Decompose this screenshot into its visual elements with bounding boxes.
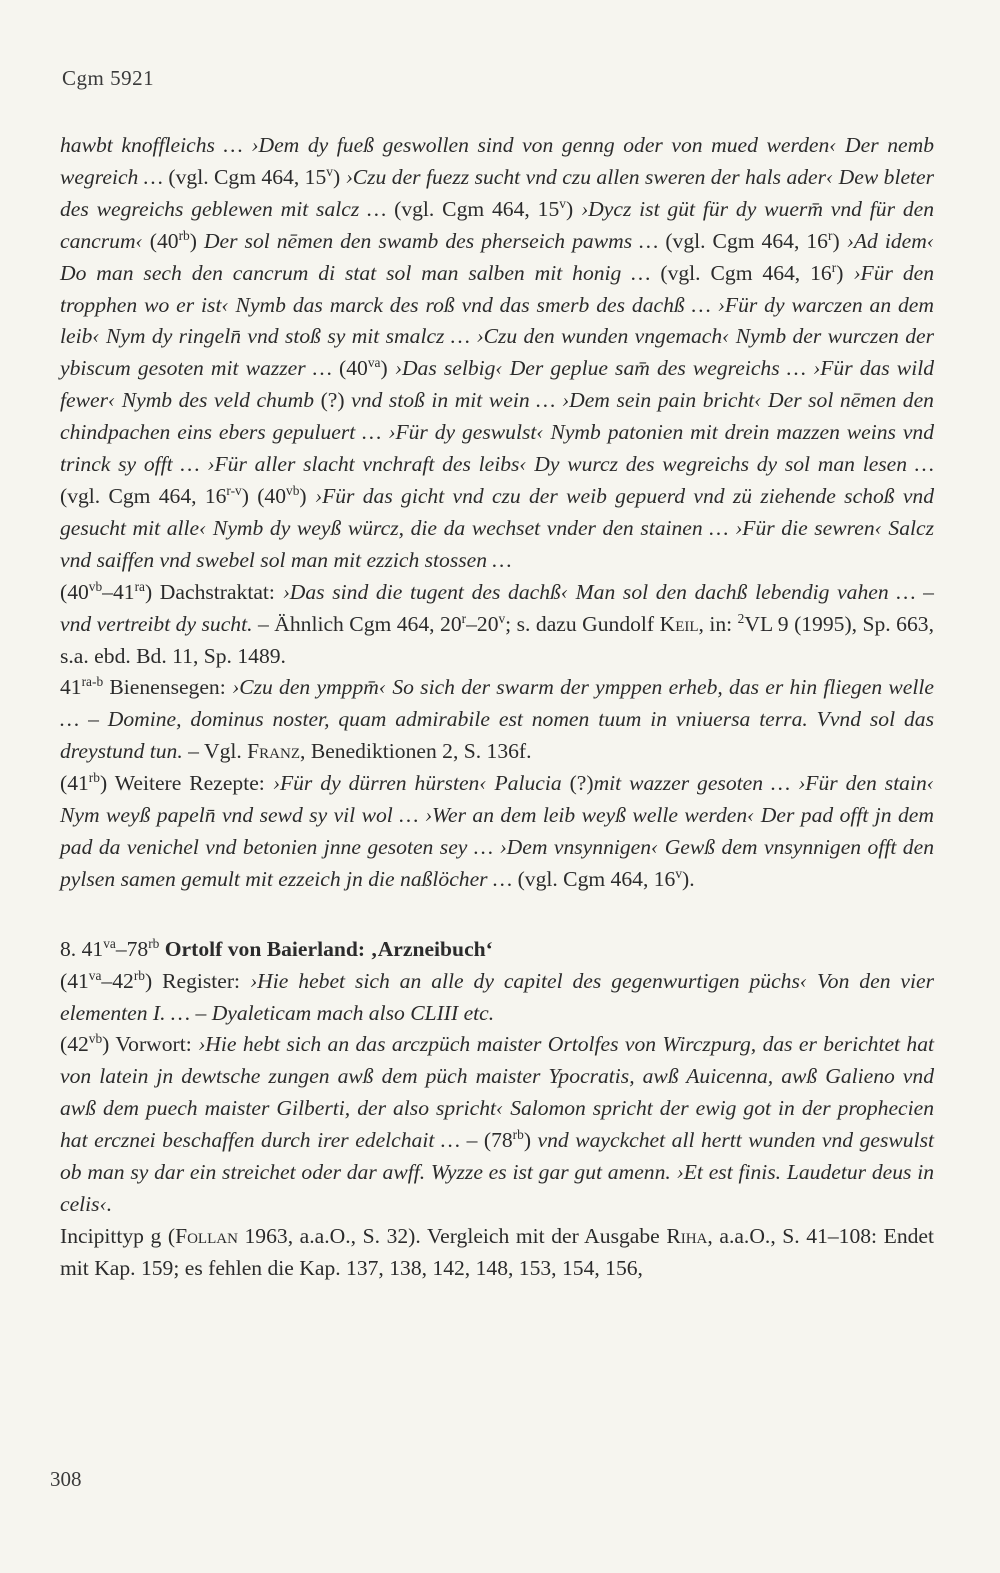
superscript: vb xyxy=(88,578,103,594)
italic-text: ›Ad idem‹ Do man sech den cancrum di stat sol man salben mit honig … xyxy=(60,228,935,285)
text: Bienensegen: xyxy=(103,675,232,700)
paragraph-register xyxy=(60,966,934,1030)
italic-text: ›Hie hebet sich an alle dy capitel des gegenwurtigen püchs‹ Von den vier elementen I. … – Dyaleticam mach also CLIII etc. xyxy=(60,968,934,1025)
superscript: va xyxy=(103,935,116,951)
smallcaps-name: Follan xyxy=(175,1223,238,1248)
text: ) xyxy=(299,483,315,508)
italic-text: vnd wayckchet all hertt wunden vnd geswulst ob man sy dar ein streichet oder dar awff. Wyzze es ist gar gut amenn. ›Et est finis. Laudetur deus in celis‹. xyxy=(60,1128,934,1216)
superscript: v xyxy=(675,865,683,881)
text: ; s. dazu Gundolf xyxy=(505,611,660,636)
text: –78 xyxy=(115,936,149,961)
text: ) xyxy=(565,196,581,221)
text: (?) xyxy=(561,771,594,796)
text: – Vgl. xyxy=(182,739,248,764)
italic-text: ›Czu der fuezz sucht vnd czu allen sweren der hals ader‹ Dew bleter des wegreichs geblewen mit salcz … xyxy=(60,164,935,221)
text: (41 xyxy=(60,771,89,796)
paragraph-bienensegen xyxy=(60,672,934,768)
superscript: va xyxy=(367,355,381,371)
text: (vgl. Cgm 464, 16 xyxy=(60,483,227,508)
italic-text: ›Für das gicht vnd czu der weib gepuerd vnd zü ziehende schoß vnd gesucht mit alle‹ Nymb dy weyß würcz, die da wechset vnder den stainen … ›Für die sewren‹ Salcz vnd saiffen vnd swebel sol man mit ezzich stossen … xyxy=(60,483,935,572)
italic-text: ›Dycz ist güt für dy wuerm̄ vnd für den cancrum‹ xyxy=(60,196,935,253)
body-text xyxy=(60,130,934,1285)
paragraph-vorwort xyxy=(60,1029,934,1220)
superscript: rb xyxy=(148,935,160,951)
text: 1963, a.a.O., S. 32). Vergleich mit der Ausgabe xyxy=(237,1223,667,1248)
text: (40 xyxy=(331,356,368,381)
text: ) xyxy=(380,356,395,381)
paragraph-dachstraktat xyxy=(60,577,934,673)
italic-text: ›Für den tropphen wo er ist‹ Nymb das marck des roß vnd das smerb des dachß … ›Für dy warczen an dem leib‹ Nym dy ringeln̄ vnd stoß sy mit smalcz … ›Czu den wunden vngemach‹ Nymb der wurczen der ybiscum gesoten mit wazzer … xyxy=(60,260,934,381)
running-header: Cgm 5921 xyxy=(62,66,155,90)
text: ) (40 xyxy=(241,483,287,508)
superscript: ra-b xyxy=(81,674,104,690)
text: (41 xyxy=(60,968,89,993)
text: , Benediktionen 2, S. 136f. xyxy=(300,739,532,764)
superscript: rb xyxy=(88,769,100,785)
italic-text: ›Das selbig‹ Der geplue sam̄ des wegreichs … ›Für das wild fewer‹ Nymb des veld chumb xyxy=(60,356,934,413)
paragraph-section-8-heading xyxy=(60,934,934,966)
superscript: v xyxy=(559,195,566,211)
superscript: va xyxy=(88,967,102,983)
text: (?) xyxy=(314,388,352,413)
italic-text: mit wazzer gesoten … ›Für den stain‹ Nym weyß papeln̄ vnd sewd sy vil wol … ›Wer an dem leib weyß welle werden‹ Der pad offt jn dem pad da venichel vnd betonien jnne gesoten sey … ›Dem vnsynnigen‹ Gewß dem vnsynnigen offt den pylsen samen gemult mit ezzeich jn die naßlöcher … xyxy=(60,771,934,891)
italic-text: Der sol nēmen den swamb des pherseich pawms … xyxy=(203,228,659,253)
superscript: rb xyxy=(178,227,190,243)
smallcaps-name: Franz xyxy=(247,739,301,764)
text: ) Weitere Rezepte: xyxy=(99,771,273,796)
text: (vgl. Cgm 464, 15 xyxy=(162,164,327,189)
superscript: v xyxy=(498,610,506,626)
text: ) xyxy=(523,1128,538,1153)
superscript: vb xyxy=(286,482,300,498)
paragraph-recipes-continued xyxy=(60,130,934,577)
superscript: vb xyxy=(88,1031,103,1047)
text: –41 xyxy=(102,579,135,604)
superscript: r xyxy=(461,610,467,626)
text: ) xyxy=(836,260,854,285)
italic-text: ›Für dy dürren hürsten‹ Palucia xyxy=(272,771,562,796)
text: 41 xyxy=(60,675,82,700)
text: ) xyxy=(189,228,204,253)
text: (42 xyxy=(60,1032,89,1057)
text: – Ähnlich Cgm 464, 20 xyxy=(252,611,462,636)
text: (vgl. Cgm 464, 16 xyxy=(512,866,676,891)
text: ) Dachstraktat: xyxy=(144,579,283,604)
italic-text: vnd stoß in mit wein … ›Dem sein pain bricht‹ Der sol nēmen den chindpachen eins ebers gepuluert … ›Für dy geswulst‹ Nymb patonien mit drein mazzen weins vnd trinck sy offt … ›Für aller slacht vnchraft des leibs‹ Dy wurcz des wegreichs dy sol man lesen … xyxy=(60,388,934,477)
text: VL 9 (1995), Sp. 663, s.a. ebd. Bd. 11, Sp. 1489. xyxy=(60,611,934,668)
text: , in: xyxy=(698,611,738,636)
text: – (78 xyxy=(460,1128,513,1153)
smallcaps-name: Keil xyxy=(659,611,699,636)
paragraph-weitere-rezepte xyxy=(60,768,934,896)
text: ) xyxy=(832,228,847,253)
superscript: r xyxy=(827,227,833,243)
text: ) xyxy=(332,164,346,189)
superscript: rb xyxy=(133,967,145,983)
text: –42 xyxy=(101,968,134,993)
text: 8. 41 xyxy=(60,936,104,961)
smallcaps-name: Riha xyxy=(666,1223,708,1248)
italic-text: ›Hie hebt sich an das arczpüch maister Ortolfes von Wirczpurg, das er berichtet hat von latein jn dewtsche zungen awß dem püch maister Ypocratis, awß Auicenna, awß Galieno vnd awß dem puech maister Gilberti, der also spricht‹ Salomon spricht der ewig got in der prophecien hat ercznei beschaffen durch irer edelchait … xyxy=(60,1032,934,1153)
italic-text: ›Czu den ymppm̄‹ So sich der swarm der ymppen erheb, das er hin fliegen welle … – Domine, dominus noster, quam admirabile est nomen tuum in vniuersa terra. Vvnd sol das dreystund tun. xyxy=(60,675,934,764)
superscript: r-v xyxy=(226,482,242,498)
superscript: ra xyxy=(134,578,145,594)
bold-text: Ortolf von Baierland: ‚Arzneibuch‘ xyxy=(164,936,493,961)
text: (40 xyxy=(60,579,89,604)
text: Incipittyp g ( xyxy=(60,1223,176,1248)
text: (40 xyxy=(142,228,179,253)
paragraph-incipittyp xyxy=(60,1221,934,1285)
text: ). xyxy=(682,866,695,891)
italic-text: ›Das sind die tugent des dachß‹ Man sol den dachß lebendig vahen … – vnd vertreibt dy sucht. xyxy=(60,579,934,636)
page-number: 308 xyxy=(50,1467,82,1491)
text: (vgl. Cgm 464, 16 xyxy=(658,228,828,253)
text: (vgl. Cgm 464, 15 xyxy=(386,196,560,221)
text: ) Register: xyxy=(144,968,250,993)
superscript: 2 xyxy=(737,610,745,626)
italic-text: hawbt knoffleichs … ›Dem dy fueß geswollen sind von genng oder von mued werden‹ Der nemb wegreich … xyxy=(60,133,934,189)
superscript: rb xyxy=(512,1127,524,1142)
text: , a.a.O., S. 41–108: Endet mit Kap. 159; es fehlen die Kap. 137, 138, 142, 148, 153, 154, 156, xyxy=(60,1223,934,1280)
text: ) Vorwort: xyxy=(102,1032,199,1057)
superscript: v xyxy=(326,163,333,179)
superscript: r xyxy=(831,259,837,275)
text: –20 xyxy=(466,611,499,636)
text: (vgl. Cgm 464, 16 xyxy=(650,260,832,285)
